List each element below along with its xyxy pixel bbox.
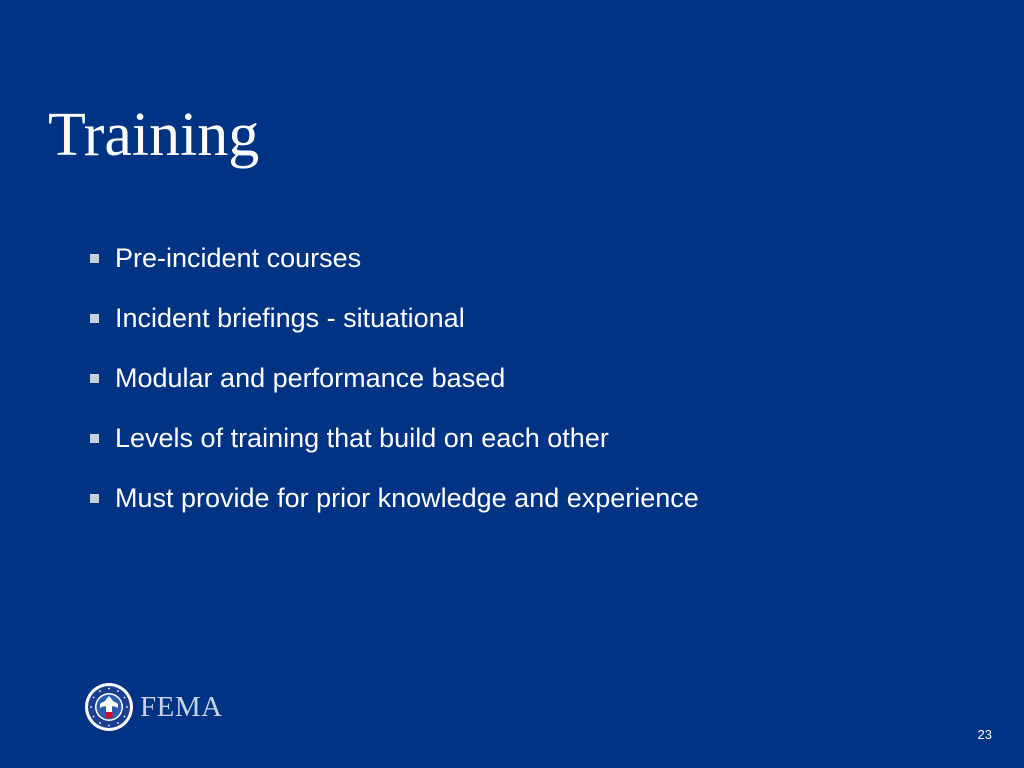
bullet-list [88, 228, 699, 528]
fema-wordmark: FEMA [140, 690, 223, 723]
bullet-text: Levels of training that build on each other [115, 422, 609, 453]
dhs-seal-icon [84, 682, 134, 732]
square-bullet-icon [90, 254, 99, 263]
square-bullet-icon [90, 374, 99, 383]
bullet-item [88, 228, 699, 288]
square-bullet-icon [90, 494, 99, 503]
bullet-text: Incident briefings - situational [115, 302, 465, 333]
bullet-text: Modular and performance based [115, 362, 506, 393]
square-bullet-icon [90, 434, 99, 443]
bullet-item [88, 408, 699, 468]
slide-number: 23 [977, 727, 992, 742]
bullet-item [88, 468, 699, 528]
fema-logo [84, 682, 223, 732]
square-bullet-icon [90, 314, 99, 323]
slide-title: Training [48, 101, 260, 169]
bullet-item [88, 288, 699, 348]
bullet-text: Must provide for prior knowledge and experience [115, 482, 699, 513]
bullet-item [88, 348, 699, 408]
bullet-text: Pre-incident courses [115, 242, 362, 273]
